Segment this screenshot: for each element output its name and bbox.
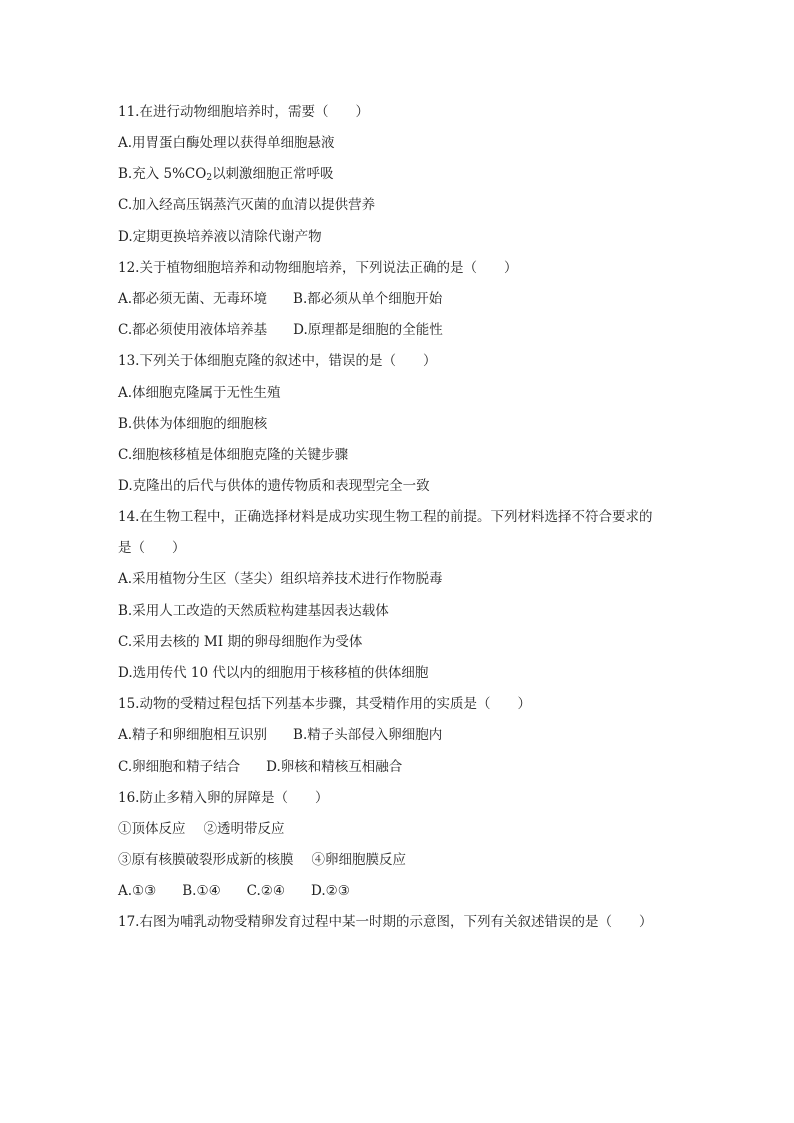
question-11-stem: 11.在进行动物细胞培养时，需要（ ） <box>118 104 369 120</box>
question-15-options-cd <box>118 758 402 776</box>
question-14-option-a: A.采用植物分生区（茎尖）组织培养技术进行作物脱毒 <box>118 571 443 587</box>
question-15-option-d: D.卵核和精核互相融合 <box>266 759 403 775</box>
question-12-option-d: D.原理都是细胞的全能性 <box>293 322 443 338</box>
question-13-option-c: C.细胞核移植是体细胞克隆的关键步骤 <box>118 447 349 463</box>
question-12-stem: 12.关于植物细胞培养和动物细胞培养，下列说法正确的是（ ） <box>118 260 518 276</box>
question-15-option-b: B.精子头部侵入卵细胞内 <box>293 727 443 743</box>
question-12-options-cd <box>118 321 443 339</box>
question-15-option-c: C.卵细胞和精子结合 <box>118 759 241 775</box>
co2-subscript: 2 <box>206 173 213 183</box>
question-11-option-b <box>118 165 334 187</box>
question-16-stem: 16.防止多精入卵的屏障是（ ） <box>118 790 329 806</box>
question-16-items-12 <box>118 820 285 838</box>
question-16-option-a: A.①③ <box>118 883 157 899</box>
question-14-stem-line-1: 14.在生物工程中，正确选择材料是成功实现生物工程的前提。下列材料选择不符合要求的 <box>118 509 653 525</box>
question-16-items-34 <box>118 851 406 869</box>
question-13-option-a: A.体细胞克隆属于无性生殖 <box>118 385 281 401</box>
question-12-option-a: A.都必须无菌、无毒环境 <box>118 291 268 307</box>
question-14-option-c: C.采用去核的 MⅠ 期的卵母细胞作为受体 <box>118 634 363 650</box>
question-13-option-b: B.供体为体细胞的细胞核 <box>118 416 268 432</box>
question-16-option-d: D.②③ <box>311 883 350 899</box>
question-11-option-d: D.定期更换培养液以清除代谢产物 <box>118 229 322 245</box>
question-15-options-ab <box>118 726 442 744</box>
question-16-option-c: C.②④ <box>246 883 286 899</box>
question-14-stem-line-2: 是（ ） <box>118 540 186 556</box>
question-16-options <box>118 882 350 900</box>
question-12-options-ab <box>118 290 442 308</box>
question-15-option-a: A.精子和卵细胞相互识别 <box>118 727 268 743</box>
option-b-text-start: B.充入 5%CO <box>118 166 207 182</box>
question-14-option-d: D.选用传代 10 代以内的细胞用于核移植的供体细胞 <box>118 665 429 681</box>
question-16-item-2: ②透明带反应 <box>203 821 285 837</box>
question-14-option-b: B.采用人工改造的天然质粒构建基因表达载体 <box>118 603 389 619</box>
option-b-text-end: 以刺激细胞正常呼吸 <box>212 166 334 182</box>
question-11-option-c: C.加入经高压锅蒸汽灭菌的血清以提供营养 <box>118 197 376 213</box>
question-15-stem: 15.动物的受精过程包括下列基本步骤，其受精作用的实质是（ ） <box>118 696 531 712</box>
question-17-stem: 17.右图为哺乳动物受精卵发育过程中某一时期的示意图，下列有关叙述错误的是（ ） <box>118 914 653 930</box>
question-16-item-1: ①顶体反应 <box>118 821 186 837</box>
question-13-option-d: D.克隆出的后代与供体的遗传物质和表现型完全一致 <box>118 478 430 494</box>
question-16-item-4: ④卵细胞膜反应 <box>311 852 406 868</box>
question-16-item-3: ③原有核膜破裂形成新的核膜 <box>118 852 294 868</box>
question-12-option-c: C.都必须使用液体培养基 <box>118 322 268 338</box>
question-11-option-a: A.用胃蛋白酶处理以获得单细胞悬液 <box>118 135 335 151</box>
question-16-option-b: B.①④ <box>182 883 221 899</box>
question-12-option-b: B.都必须从单个细胞开始 <box>293 291 443 307</box>
question-13-stem: 13.下列关于体细胞克隆的叙述中，错误的是（ ） <box>118 353 437 369</box>
